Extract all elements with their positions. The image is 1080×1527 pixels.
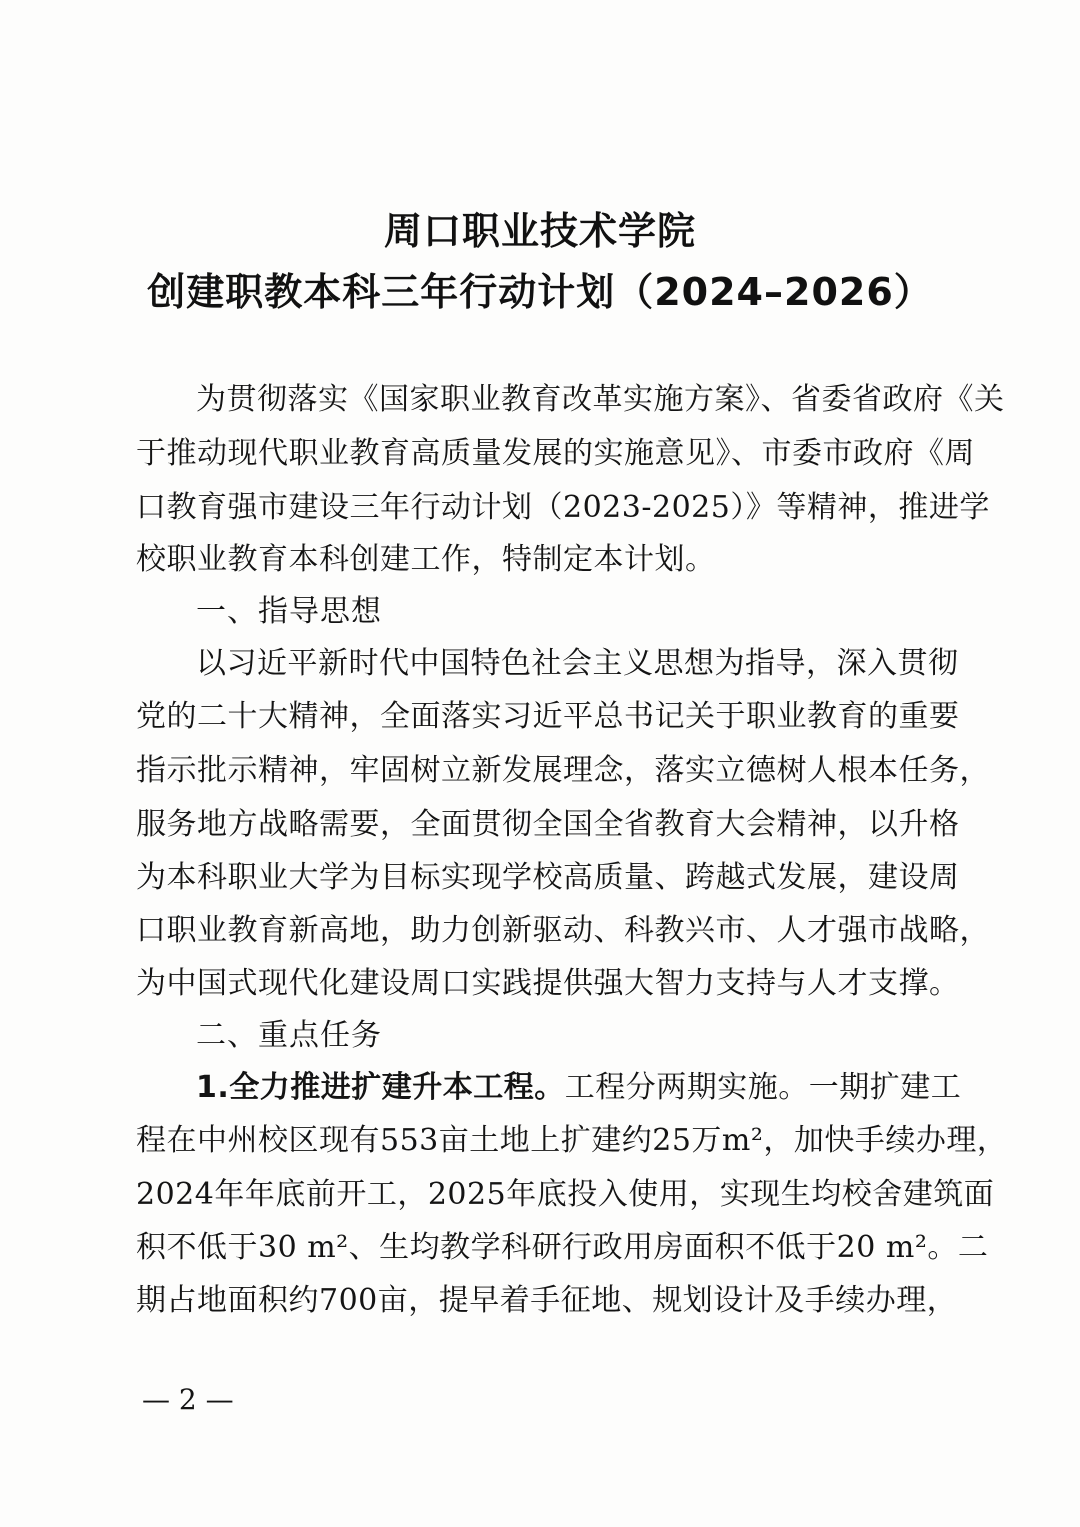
- section1-line: 服务地方战略需要，全面贯彻全国全省教育大会精神，以升格: [136, 807, 960, 842]
- task1-line: 积不低于30 m²、生均教学科研行政用房面积不低于20 m²。二: [136, 1230, 989, 1265]
- intro-line: 于推动现代职业教育高质量发展的实施意见》、市委市政府《周: [136, 436, 975, 471]
- section1-line: 指示批示精神，牢固树立新发展理念，落实立德树人根本任务，: [136, 753, 990, 788]
- section-heading-guiding-ideology: 一、指导思想: [196, 594, 382, 629]
- section1-line: 党的二十大精神，全面落实习近平总书记关于职业教育的重要: [136, 699, 960, 734]
- task1-first-rest: 工程分两期实施。一期扩建工: [564, 1070, 962, 1105]
- task1-line: 2024年年底前开工，2025年底投入使用，实现生均校舍建筑面: [136, 1177, 995, 1212]
- page-number: — 2 —: [142, 1383, 234, 1416]
- task1-first-line: [196, 1068, 962, 1108]
- task1-line: 期占地面积约700亩，提早着手征地、规划设计及手续办理，: [136, 1283, 958, 1318]
- task1-line: 程在中州校区现有553亩土地上扩建约25万m²，加快手续办理，: [136, 1123, 1008, 1158]
- document-title-line-1: 周口职业技术学院: [383, 209, 696, 253]
- intro-line: 为贯彻落实《国家职业教育改革实施方案》、省委省政府《关: [196, 382, 1005, 417]
- intro-line: 校职业教育本科创建工作，特制定本计划。: [136, 542, 716, 577]
- section1-line: 为本科职业大学为目标实现学校高质量、跨越式发展，建设周: [136, 860, 960, 895]
- task1-lead: 1.全力推进扩建升本工程。: [196, 1070, 565, 1105]
- section1-line: 口职业教育新高地，助力创新驱动、科教兴市、人才强市战略，: [136, 913, 990, 948]
- section1-line: 以习近平新时代中国特色社会主义思想为指导，深入贯彻: [196, 646, 959, 681]
- document-title-line-2: 创建职教本科三年行动计划（2024–2026）: [147, 270, 933, 314]
- intro-line: 口教育强市建设三年行动计划（2023-2025）》等精神，推进学: [136, 490, 990, 525]
- section-heading-key-tasks: 二、重点任务: [196, 1018, 382, 1053]
- section1-line: 为中国式现代化建设周口实践提供强大智力支持与人才支撑。: [136, 966, 960, 1001]
